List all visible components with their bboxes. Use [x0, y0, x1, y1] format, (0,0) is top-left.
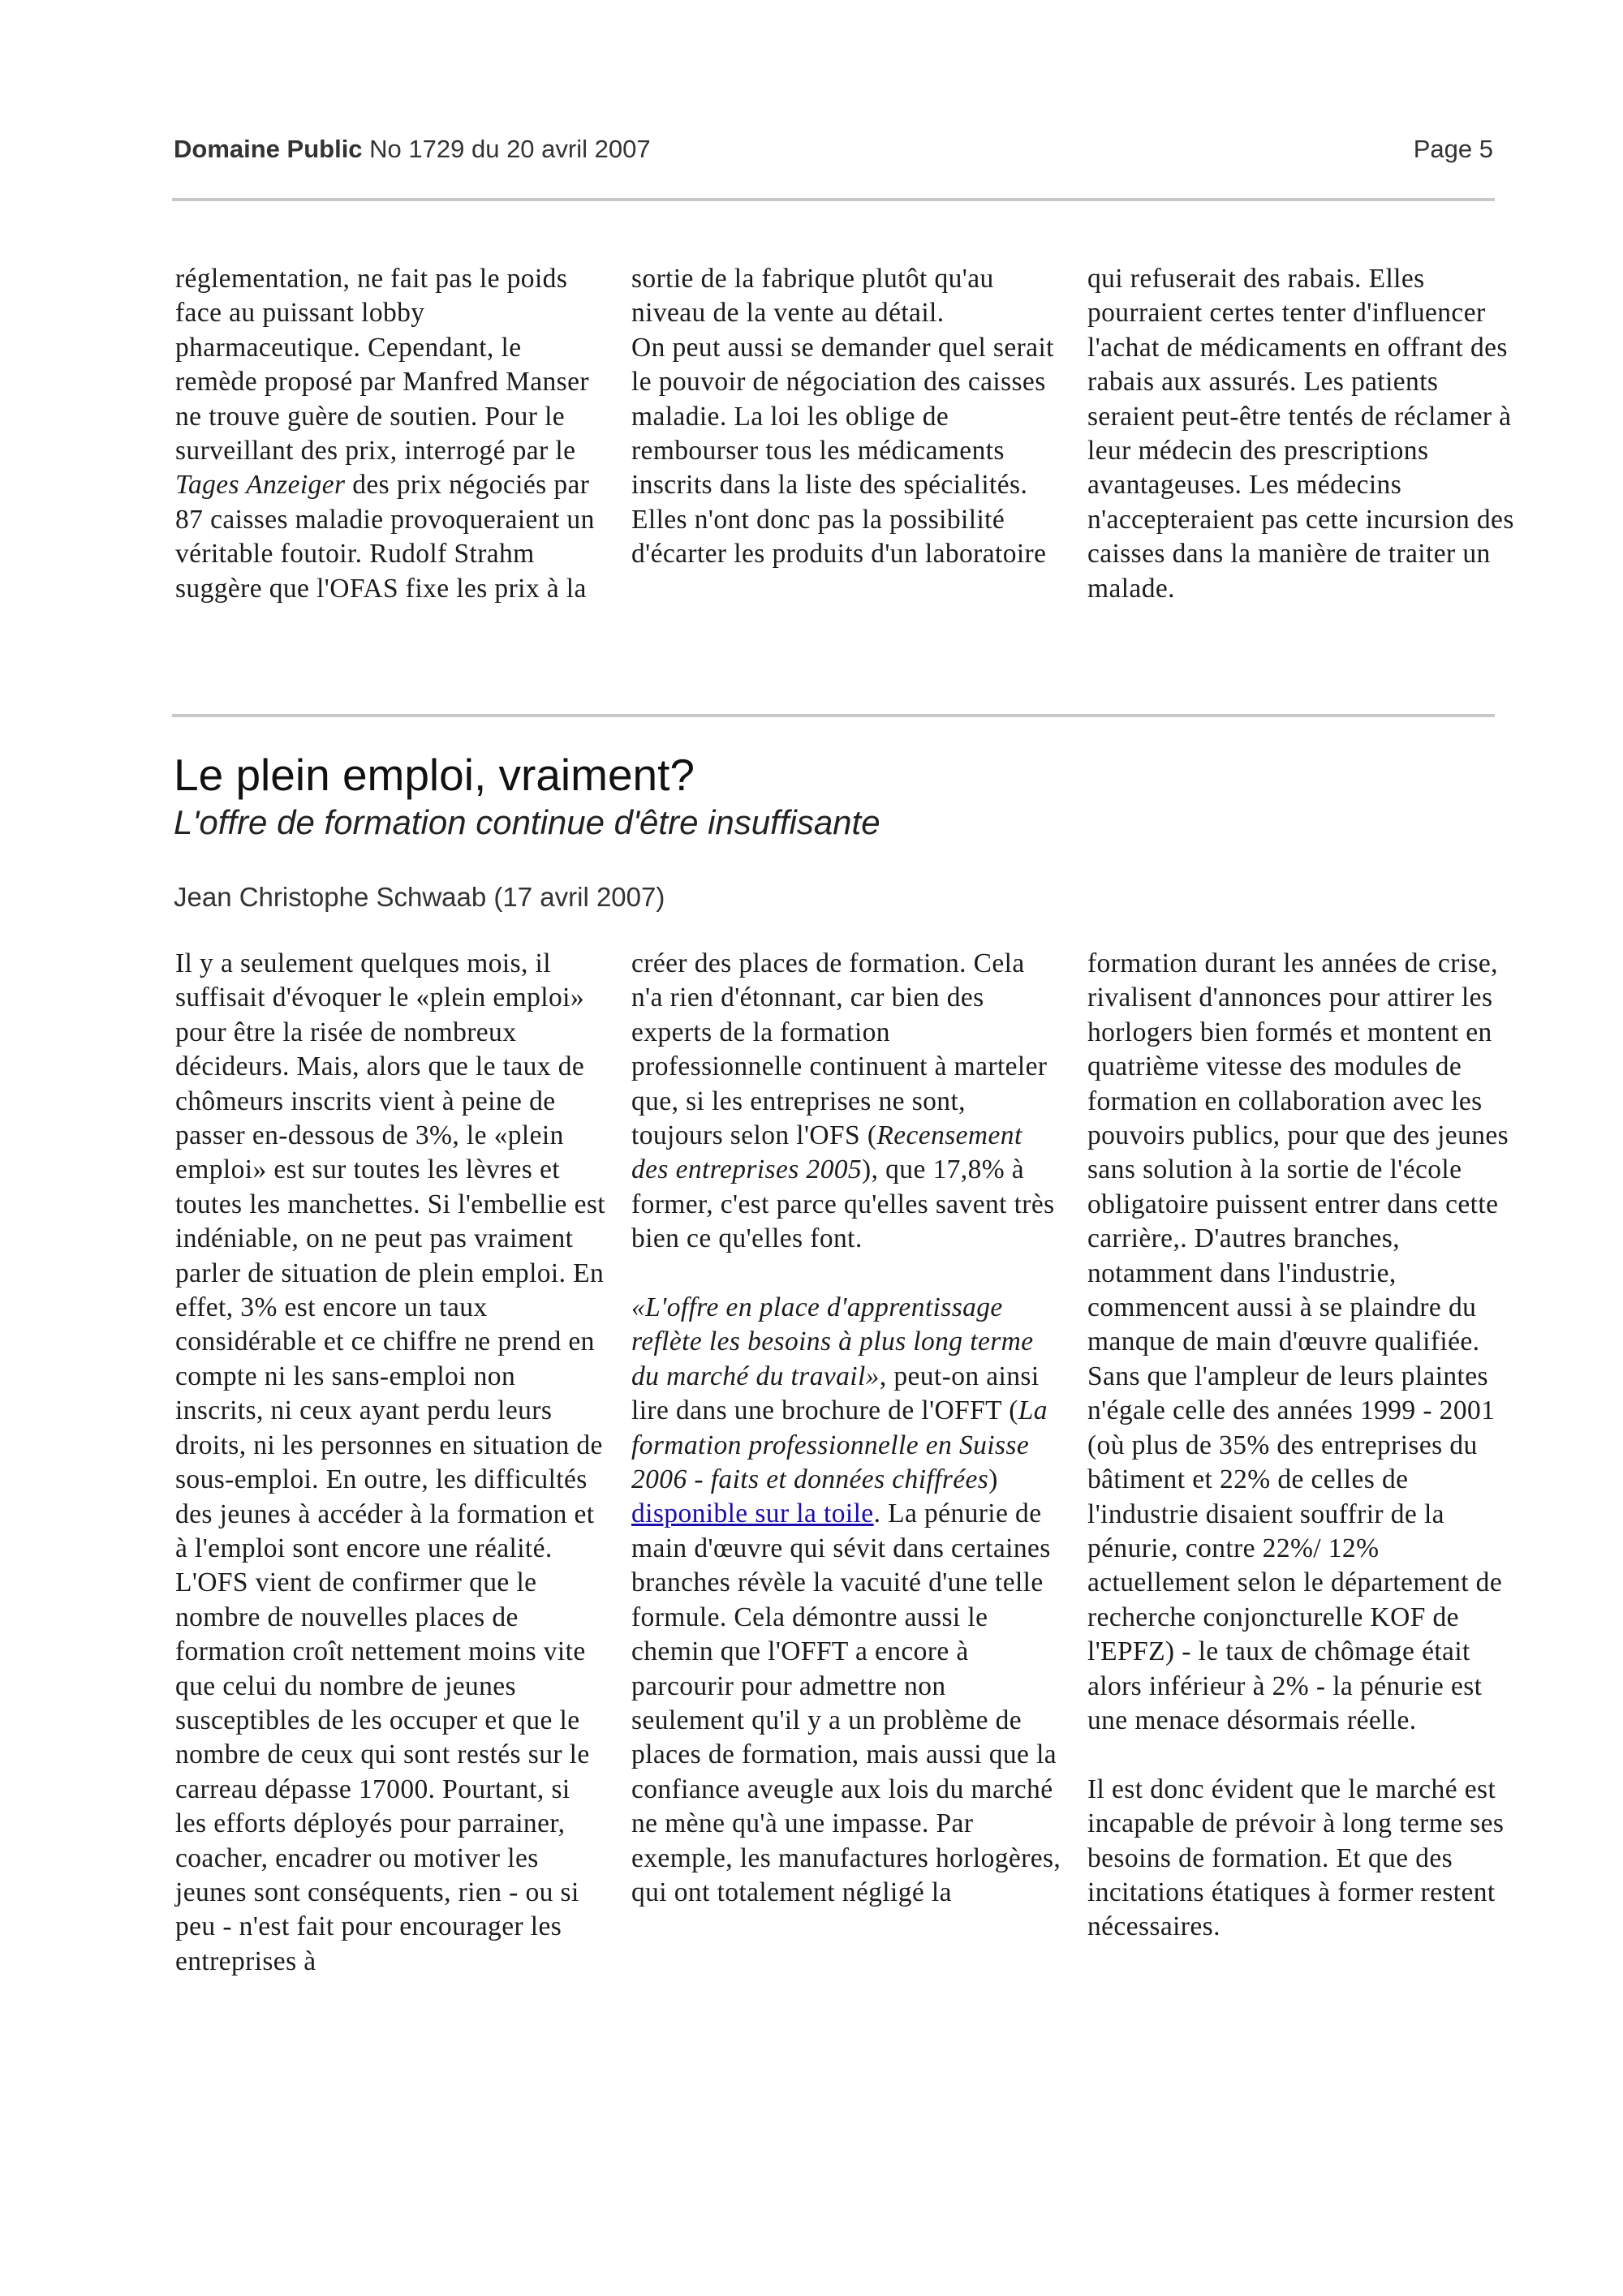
text-run: des prix négociés par 87 caisses maladie provoqueraient un véritable foutoir. Rudolf Strahm suggère que l'OFAS fixe les prix à la — [175, 470, 595, 604]
paragraph — [175, 262, 605, 606]
text-run: . La pénurie de main d'œuvre qui sévit dans certaines branches révèle la vacuité d'une telle formule. Cela démontre aussi le chemin que l'OFFT a encore à parcourir pour admettre non seulement qu'il y a un problème de places de formation, mais aussi que la confiance aveugle aux lois du marché ne mène qu'à une impasse. Par exemple, les manufactures horlogères, qui ont totalement négligé la — [631, 1498, 1061, 1907]
previous-article-column-1 — [175, 262, 605, 606]
paragraph — [631, 1291, 1061, 1910]
quotation: «L'offre en place d'apprentissage reflète les besoins à plus long terme du marché du travail» — [631, 1292, 1034, 1391]
article-column-1 — [175, 947, 605, 1979]
article-subtitle: L'offre de formation continue d'être insuffisante — [174, 803, 880, 841]
article-title: Le plein emploi, vraiment? — [174, 750, 695, 800]
issue-info: No 1729 du 20 avril 2007 — [362, 135, 651, 163]
article-divider — [172, 714, 1495, 717]
paragraph: formation durant les années de crise, rivalisent d'annonces pour attirer les horlogers bien formés et montent en quatrième vitesse des modules de formation en collaboration avec les pouvoirs publics, pour que des jeunes sans solution à la sortie de l'école obligatoire puissent entrer dans cette carrière,. D'autres branches, notamment dans l'industrie, commencent aussi à se plaindre du manque de main d'œuvre qualifiée. Sans que l'ampleur de leurs plaintes n'égale celle des années 1999 - 2001 (où plus de 35% des entreprises du bâtiment et 22% de celles de l'industrie disaient souffrir de la pénurie, contre 22%/ 12% actuellement selon le département de recherche conjoncturelle KOF de l'EPFZ) - le taux de chômage était alors inférieur à 2% - la pénurie est une menace désormais réelle. — [1087, 948, 1509, 1735]
previous-article-column-3 — [1087, 262, 1518, 606]
header-divider — [172, 198, 1495, 201]
brochure-title: La formation professionnelle en Suisse 2006 - faits et données chiffrées — [631, 1395, 1048, 1495]
paragraph: Il y a seulement quelques mois, il suffisait d'évoquer le «plein emploi» pour être la risée de nombreux décideurs. Mais, alors que le taux de chômeurs inscrits vient à peine de passer en-dessous de 3%, le «plein emploi» est sur toutes les lèvres et toutes les manchettes. Si l'embellie est indéniable, on ne peut pas vraiment parler de situation de plein emploi. En effet, 3% est encore un taux considérable et ce chiffre ne prend en compte ni les sans-emploi non inscrits, ni ceux ayant perdu leurs droits, ni les personnes en situation de sous-emploi. En outre, les difficultés des jeunes à accéder à la formation et à l'emploi sont encore une réalité. L'OFS vient de confirmer que le nombre de nouvelles places de formation croît nettement moins vite que celui du nombre de jeunes susceptibles de les occuper et que le nombre de ceux qui sont restés sur le carreau dépasse 17000. Pourtant, si les efforts déployés pour parrainer, coacher, encadrer ou motiver les jeunes sont conséquents, rien - ou si peu - n'est fait pour encourager les entreprises à — [175, 948, 605, 1976]
paragraph: On peut aussi se demander quel serait le pouvoir de négociation des caisses maladie. La loi les oblige de rembourser tous les médicaments inscrits dans la liste des spécialités. Elles n'ont donc pas la possibilité d'écarter les produits d'un laboratoire — [631, 332, 1054, 570]
paragraph: Il est donc évident que le marché est incapable de prévoir à long terme ses besoins de formation. Et que des incitations étatiques à former restent nécessaires. — [1087, 1774, 1505, 1942]
newspaper-name: Tages Anzeiger — [175, 470, 346, 501]
previous-article-column-2 — [631, 262, 1061, 572]
text-run: ) — [988, 1464, 998, 1495]
brochure-link[interactable]: disponible sur la toile — [631, 1498, 874, 1529]
text-run: ), que 17,8% à former, c'est parce qu'elles savent très bien ce qu'elles font. — [631, 1154, 1055, 1254]
article-column-2 — [631, 947, 1061, 1910]
publication-name: Domaine Public — [174, 135, 363, 163]
paragraph: sortie de la fabrique plutôt qu'au niveau de la vente au détail. — [631, 264, 994, 329]
article-column-3 — [1087, 947, 1518, 1945]
page-header — [174, 130, 1493, 169]
publication-reference: Recensement des entreprises 2005 — [631, 1120, 1022, 1185]
page-number: Page 5 — [1413, 135, 1493, 163]
text-run: , peut-on ainsi lire dans une brochure de l'OFFT ( — [631, 1361, 1040, 1426]
text-run: créer des places de formation. Cela n'a rien d'étonnant, car bien des experts de la formation professionnelle continuent à marteler que, si les entreprises ne sont, toujours selon l'OFS ( — [631, 948, 1048, 1151]
paragraph — [631, 947, 1061, 1257]
article-byline: Jean Christophe Schwaab (17 avril 2007) — [174, 882, 665, 912]
text-run: réglementation, ne fait pas le poids face au puissant lobby pharmaceutique. Cependant, le remède proposé par Manfred Manser ne trouve guère de soutien. Pour le surveillant des prix, interrogé par le — [175, 264, 589, 467]
paragraph: qui refuserait des rabais. Elles pourraient certes tenter d'influencer l'achat de médicaments en offrant des rabais aux assurés. Les patients seraient peut-être tentés de réclamer à leur médecin des prescriptions avantageuses. Les médecins n'accepteraient pas cette incursion des caisses dans la manière de traiter un malade. — [1087, 264, 1514, 604]
